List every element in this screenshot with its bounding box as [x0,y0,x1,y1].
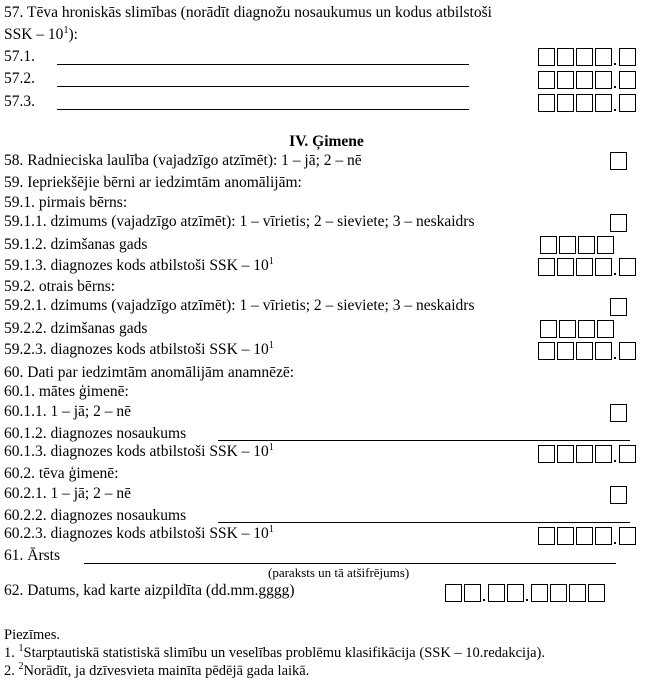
q59-2-label: 59.2. otrais bērns: [4,278,116,295]
q60-2-3-code-boxes[interactable] [538,525,638,545]
q61-label: 61. Ārsts [4,547,60,564]
q57-item-3-label: 57.3. [4,93,35,110]
q59-2-2-year-boxes[interactable] [540,318,616,338]
q61-signature-note: (paraksts un tā atšifrējums) [268,565,410,580]
q57-item-3-code-boxes[interactable] [538,92,638,112]
q57-item-2-code-boxes[interactable] [538,69,638,89]
notes-title: Piezīmes. [4,627,60,643]
q62-label: 62. Datums, kad karte aizpildīta (dd.mm.gggg) [4,582,295,599]
q60-2-label: 60.2. tēva ģimenē: [4,465,119,482]
q57-item-2-label: 57.2. [4,70,35,87]
q57-item-2-line[interactable] [57,86,469,87]
q60-1-1-label: 60.1.1. 1 – jā; 2 – nē [4,403,131,420]
q60-1-label: 60.1. mātes ģimenē: [4,383,129,400]
q60-2-2-label: 60.2.2. diagnozes nosaukums [4,507,187,524]
q59-1-label: 59.1. pirmais bērns: [4,194,128,211]
section-heading: IV. Ģimene [289,133,364,150]
q58-box[interactable] [610,150,629,170]
q60-1-1-box[interactable] [610,402,629,422]
note-2: 2. $^2$Norādīt, ja dzīvesvieta mainīta pēdējā gada laikā. [4,661,310,679]
q57-item-1-code-boxes[interactable] [538,46,638,66]
q57-title-line2: SSK – $10^1$): [4,24,78,43]
q59-1-2-year-boxes[interactable] [540,234,616,254]
q57-item-1-label: 57.1. [4,48,35,65]
q57-item-1-line[interactable] [57,64,469,65]
q60-1-2-label: 60.1.2. diagnozes nosaukums [4,425,187,442]
note-1: 1. $^1$Starptautiskā statistiskā slimību un veselības problēmu klasifikācija (SSK – 10.redakcija). [4,643,545,661]
q60-1-3-code-boxes[interactable] [538,443,638,463]
q59-1-1-label: 59.1.1. dzimums (vajadzīgo atzīmēt): 1 – vīrietis; 2 – sieviete; 3 – neskaidrs [4,213,475,230]
q59-2-2-label: 59.2.2. dzimšanas gads [4,320,148,337]
q61-signature-line[interactable] [84,563,616,564]
q60-1-2-line[interactable] [218,440,630,441]
q58-label: 58. Radnieciska laulība (vajadzīgo atzīmēt): 1 – jā; 2 – nē [4,152,362,169]
q60-2-1-box[interactable] [610,484,629,504]
q59-2-1-label: 59.2.1. dzimums (vajadzīgo atzīmēt): 1 – vīrietis; 2 – sieviete; 3 – neskaidrs [4,297,475,314]
q57-title-line1: 57. Tēva hroniskās slimības (norādīt diagnožu nosaukumus un kodus atbilstoši [4,4,492,21]
q60-2-1-label: 60.2.1. 1 – jā; 2 – nē [4,485,131,502]
q59-1-2-label: 59.1.2. dzimšanas gads [4,236,148,253]
q60-2-2-line[interactable] [218,522,630,523]
q60-2-3-label: 60.2.3. diagnozes kods atbilstoši SSK – $10^1$ [4,523,274,542]
q59-1-1-box[interactable] [610,212,629,232]
q62-date-boxes[interactable] [445,582,607,602]
q57-item-3-line[interactable] [57,109,469,110]
q59-label: 59. Iepriekšējie bērni ar iedzimtām anomālijām: [4,174,302,191]
q59-2-3-label: 59.2.3. diagnozes kods atbilstoši SSK – $10^1$ [4,339,274,358]
q59-2-3-code-boxes[interactable] [538,340,638,360]
q60-1-3-label: 60.1.3. diagnozes kods atbilstoši SSK – $10^1$ [4,441,274,460]
q60-label: 60. Dati par iedzimtām anomālijām anamnēzē: [4,364,295,381]
q59-2-1-box[interactable] [610,296,629,316]
q59-1-3-label: 59.1.3. diagnozes kods atbilstoši SSK – $10^1$ [4,255,274,274]
q59-1-3-code-boxes[interactable] [538,256,638,276]
